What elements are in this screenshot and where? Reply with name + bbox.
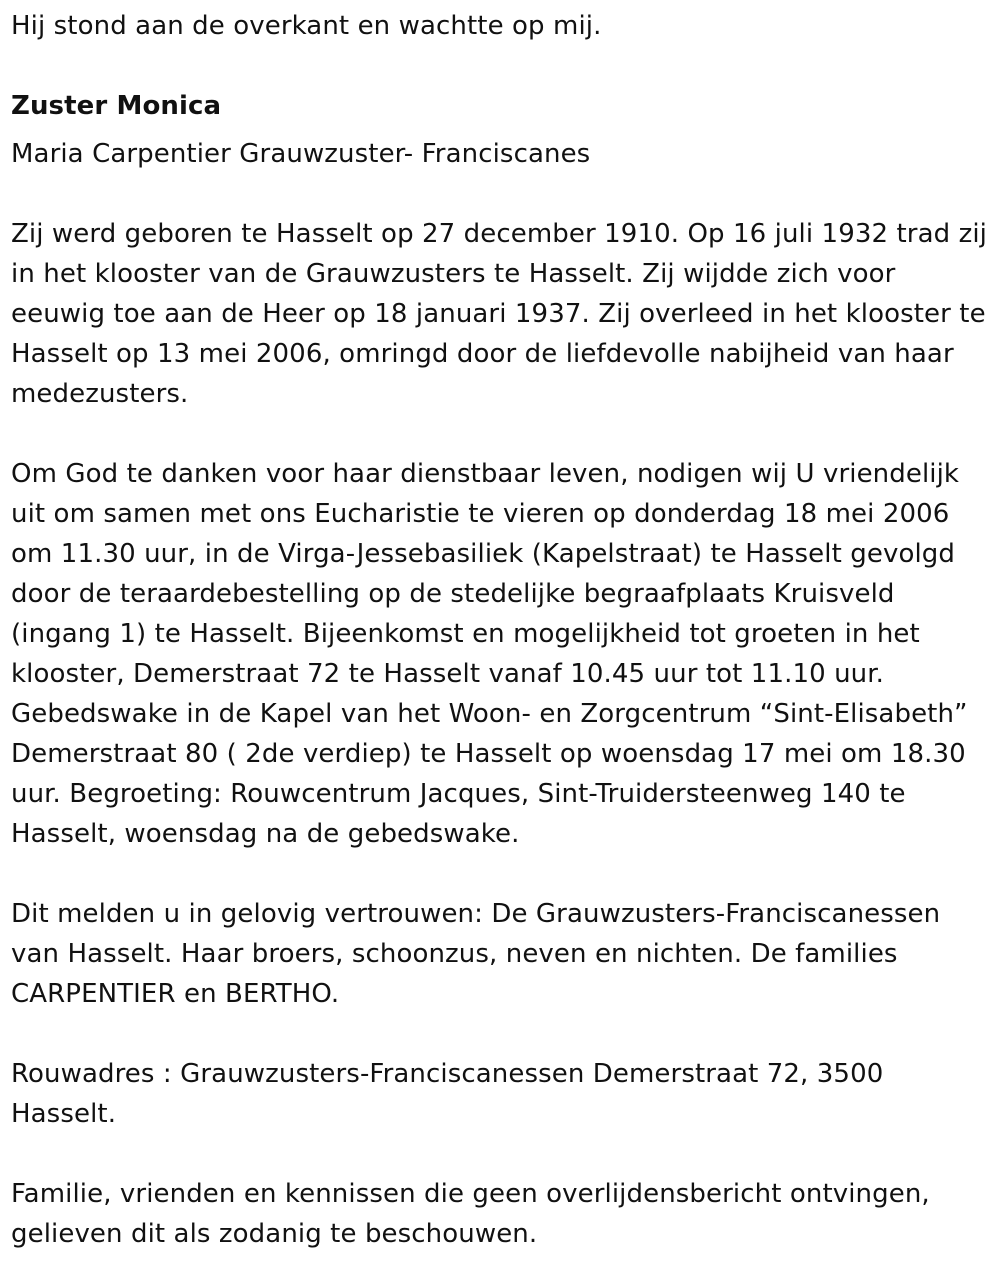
closing-paragraph: Familie, vrienden en kennissen die geen overlijdensbericht ontvingen, gelieven dit als zodanig te beschouwen. — [11, 1179, 930, 1249]
biography-paragraph: Zij werd geboren te Hasselt op 27 december 1910. Op 16 juli 1932 trad zij in het klooster van de Grauwzusters te Hasselt. Zij wijdde zich voor eeuwig toe aan de Heer op 18 januari 1937. Zij overleed in het klooster te Hasselt op 13 mei 2006, omringd door de liefdevolle nabijheid van haar medezusters. — [11, 219, 987, 409]
family-paragraph: Dit melden u in gelovig vertrouwen: De Grauwzusters-Franciscanessen van Hasselt. Haar broers, schoonzus, neven en nichten. De families CARPENTIER en BERTHO. — [11, 899, 941, 1009]
deceased-subtitle: Maria Carpentier Grauwzuster- Franciscanes — [11, 139, 591, 169]
deceased-name: Zuster Monica — [11, 91, 222, 121]
opening-quote: Hij stond aan de overkant en wachtte op mij. — [11, 11, 602, 41]
ceremony-paragraph: Om God te danken voor haar dienstbaar leven, nodigen wij U vriendelijk uit om samen met ons Eucharistie te vieren op donderdag 18 mei 2006 om 11.30 uur, in de Virga-Jessebasiliek (Kapelstraat) te Hasselt gevolgd door de teraardebestelling op de stedelijke begraafplaats Kruisveld (ingang 1) te Hasselt. Bijeenkomst en mogelijkheid tot groeten in het klooster, Demerstraat 72 te Hasselt vanaf 10.45 uur tot 11.10 uur. Gebedswake in de Kapel van het Woon- en Zorgcentrum “Sint-Elisabeth” Demerstraat 80 ( 2de verdiep) te Hasselt op woensdag 17 mei om 18.30 uur. Begroeting: Rouwcentrum Jacques, Sint-Truidersteenweg 140 te Hasselt, woensdag na de gebedswake. — [11, 459, 968, 849]
mourning-address-paragraph: Rouwadres : Grauwzusters-Franciscanessen Demerstraat 72, 3500 Hasselt. — [11, 1059, 884, 1129]
